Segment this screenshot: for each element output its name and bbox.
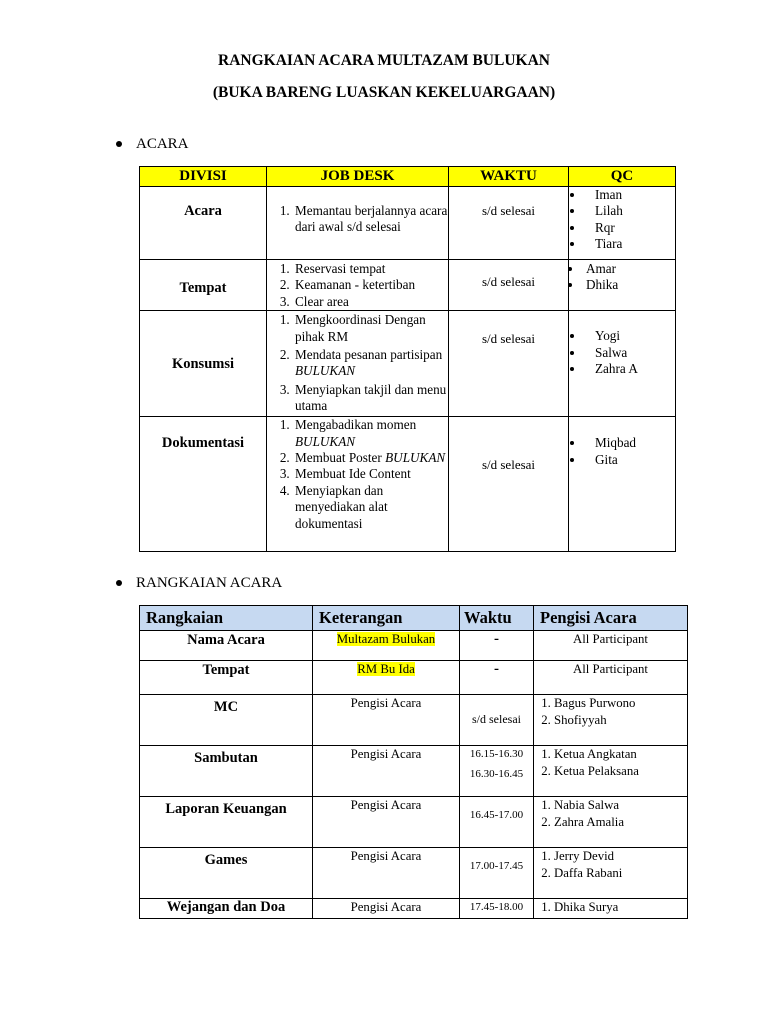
header-rangkaian: Rangkaian <box>140 606 313 631</box>
job-text: Membuat Poster <box>295 450 382 466</box>
rangkaian-cell: Sambutan <box>140 746 313 797</box>
job-italic-text: BULUKAN <box>385 450 446 466</box>
section-heading-text: RANGKAIAN ACARA <box>136 575 283 591</box>
qc-cell <box>569 311 676 417</box>
list-item: • Rqr <box>585 220 675 236</box>
list-item: • Yogi <box>585 328 675 344</box>
list-item: 3. Membuat Ide Content <box>293 466 448 482</box>
list-item: 3. Clear area <box>293 294 448 310</box>
waktu-cell: - <box>460 631 534 661</box>
document-title: RANGKAIAN ACARA MULTAZAM BULUKAN <box>218 52 550 69</box>
header-qc: QC <box>569 167 676 187</box>
list-item: • Miqbad <box>585 435 675 451</box>
job-desk-cell <box>267 311 449 417</box>
table-row <box>140 260 676 311</box>
keterangan-cell: Pengisi Acara <box>313 746 460 797</box>
waktu-cell: s/d selesai <box>460 695 534 746</box>
keterangan-cell <box>313 631 460 661</box>
list-item: • Dhika <box>583 277 675 293</box>
pengisi-cell <box>534 695 688 746</box>
list-item: 2. Daffa Rabani <box>554 865 687 882</box>
header-job-desk: JOB DESK <box>267 167 449 187</box>
pengisi-cell: All Participant <box>534 631 688 661</box>
list-item: 1. Memantau berjalannya acara dari awal s/d selesai <box>293 203 448 236</box>
job-italic-text: BULUKAN <box>295 433 356 449</box>
list-item: 1. Mengkoordinasi Dengan pihak RM <box>293 312 448 345</box>
job-desk-cell <box>267 260 449 311</box>
divisi-cell: Konsumsi <box>140 311 267 417</box>
waktu-cell: - <box>460 661 534 695</box>
rangkaian-cell: Laporan Keuangan <box>140 797 313 848</box>
keterangan-cell: Pengisi Acara <box>313 695 460 746</box>
pengisi-cell <box>534 899 688 919</box>
table-row <box>140 746 688 797</box>
keterangan-cell: Pengisi Acara <box>313 848 460 899</box>
header-keterangan: Keterangan <box>313 606 460 631</box>
rangkaian-cell: Nama Acara <box>140 631 313 661</box>
header-waktu: Waktu <box>460 606 534 631</box>
rangkaian-cell: Games <box>140 848 313 899</box>
waktu-line: 16.30-16.45 <box>469 767 524 780</box>
list-item: 2. Ketua Pelaksana <box>554 763 687 780</box>
list-item <box>293 417 448 450</box>
list-item: • Tiara <box>585 236 675 252</box>
keterangan-highlight: Multazam Bulukan <box>336 632 436 646</box>
waktu-cell: s/d selesai <box>449 417 569 552</box>
job-text: Mengabadikan momen <box>295 417 417 433</box>
list-item: • Lilah <box>585 203 675 219</box>
rangkaian-table <box>139 605 688 919</box>
table-row <box>140 661 688 695</box>
list-item: • Gita <box>585 452 675 468</box>
list-item: 3. Menyiapkan takjil dan menu utama <box>293 382 448 415</box>
header-divisi: DIVISI <box>140 167 267 187</box>
pengisi-cell <box>534 746 688 797</box>
keterangan-cell: Pengisi Acara <box>313 797 460 848</box>
table-row <box>140 899 688 919</box>
job-italic-text: BULUKAN <box>295 363 356 379</box>
waktu-cell: s/d selesai <box>449 260 569 311</box>
pengisi-cell <box>534 797 688 848</box>
list-item: • Iman <box>585 187 675 203</box>
acara-table <box>139 166 676 552</box>
rangkaian-cell: Tempat <box>140 661 313 695</box>
table-row <box>140 311 676 417</box>
job-desk-cell <box>267 417 449 552</box>
job-text: Mendata pesanan partisipan <box>295 347 443 363</box>
list-item: 1. Nabia Salwa <box>554 797 687 814</box>
bullet-icon <box>116 141 122 147</box>
divisi-cell: Tempat <box>140 260 267 311</box>
table-row <box>140 695 688 746</box>
list-item: 2. Zahra Amalia <box>554 814 687 831</box>
rangkaian-table-header <box>140 606 688 631</box>
keterangan-highlight: RM Bu Ida <box>357 662 415 676</box>
list-item: 2. Shofiyyah <box>554 712 687 729</box>
list-item <box>293 347 448 380</box>
table-row <box>140 187 676 260</box>
qc-cell <box>569 187 676 260</box>
section-heading-acara <box>116 136 189 153</box>
waktu-cell: 16.45-17.00 <box>460 797 534 848</box>
list-item: 1. Jerry Devid <box>554 848 687 865</box>
waktu-cell: 17.45-18.00 <box>460 899 534 919</box>
table-row <box>140 848 688 899</box>
list-item <box>293 450 448 466</box>
document-subtitle: (BUKA BARENG LUASKAN KEKELUARGAAN) <box>212 84 556 101</box>
qc-cell <box>569 260 676 311</box>
divisi-cell: Dokumentasi <box>140 417 267 552</box>
qc-cell <box>569 417 676 552</box>
pengisi-cell: All Participant <box>534 661 688 695</box>
header-waktu: WAKTU <box>449 167 569 187</box>
section-heading-rangkaian <box>116 575 282 592</box>
waktu-cell <box>460 746 534 797</box>
list-item: 1. Bagus Purwono <box>554 695 687 712</box>
list-item: 1. Dhika Surya <box>554 899 687 916</box>
waktu-line: 16.15-16.30 <box>469 748 524 760</box>
keterangan-cell: Pengisi Acara <box>313 899 460 919</box>
list-item: 1. Reservasi tempat <box>293 261 448 277</box>
bullet-icon <box>116 580 122 586</box>
waktu-cell: s/d selesai <box>449 311 569 417</box>
waktu-cell: s/d selesai <box>449 187 569 260</box>
rangkaian-cell: MC <box>140 695 313 746</box>
list-item: • Zahra A <box>585 361 675 377</box>
table-row <box>140 417 676 552</box>
section-heading-text: ACARA <box>136 136 189 152</box>
waktu-cell: 17.00-17.45 <box>460 848 534 899</box>
list-item: • Salwa <box>585 345 675 361</box>
job-desk-cell <box>267 187 449 260</box>
rangkaian-cell: Wejangan dan Doa <box>140 899 313 919</box>
list-item: 1. Ketua Angkatan <box>554 746 687 763</box>
table-row <box>140 631 688 661</box>
header-pengisi-acara: Pengisi Acara <box>534 606 688 631</box>
list-item: • Amar <box>583 261 675 277</box>
acara-table-header <box>140 167 676 187</box>
keterangan-cell <box>313 661 460 695</box>
list-item: 2. Keamanan - ketertiban <box>293 277 448 293</box>
divisi-cell: Acara <box>140 187 267 260</box>
list-item: 4. Menyiapkan dan menyediakan alat dokumentasi <box>293 483 448 532</box>
table-row <box>140 797 688 848</box>
pengisi-cell <box>534 848 688 899</box>
